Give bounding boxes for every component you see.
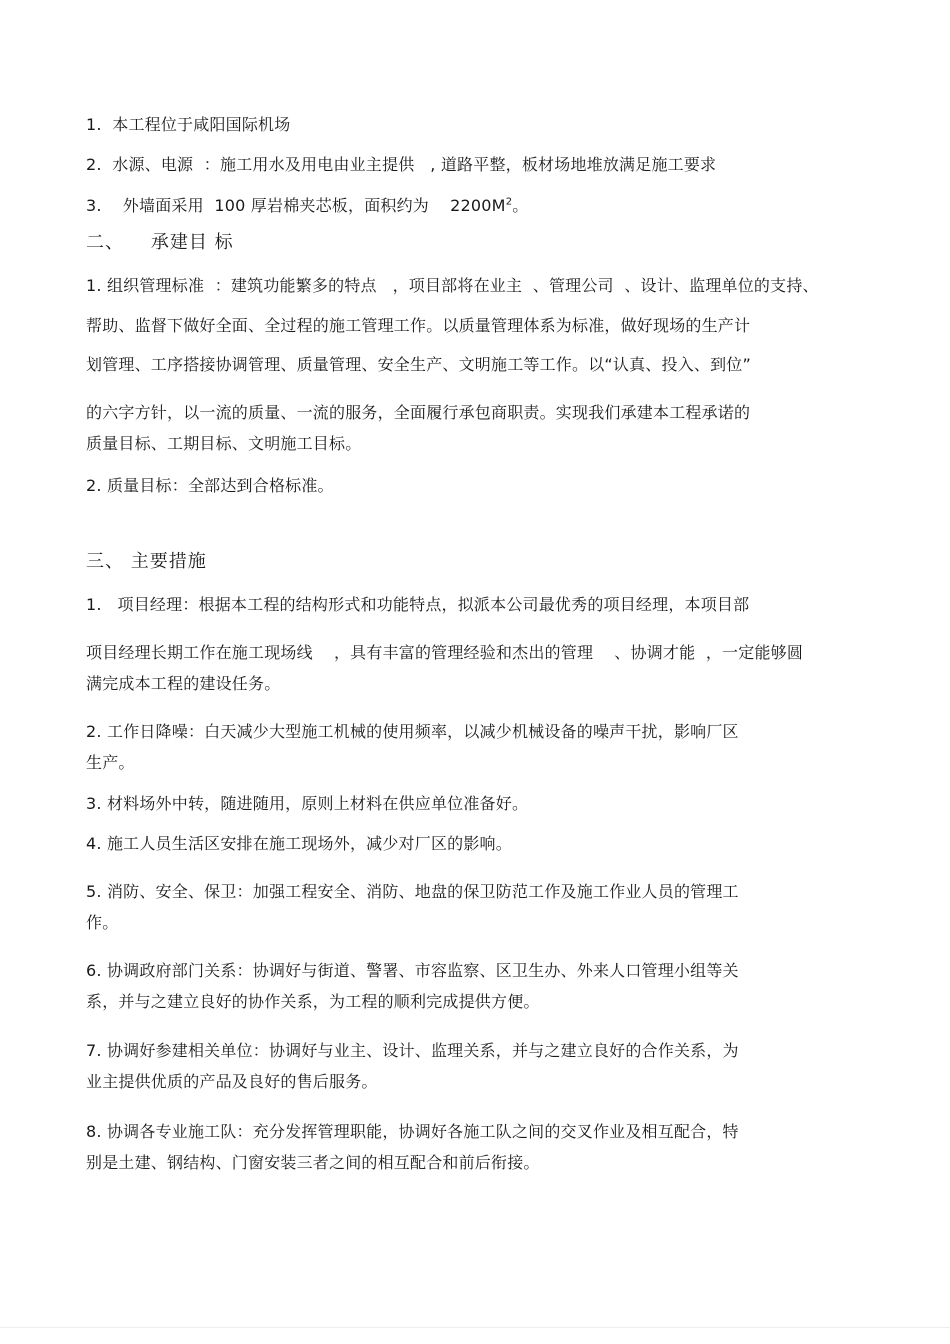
intro-item-3-end: 。 xyxy=(512,196,529,215)
paragraph-line: 2. 工作日降噪：白天减少大型施工机械的使用频率，以减少机械设备的噪声干扰，影响厂区 xyxy=(86,722,739,741)
section-3-heading: 三、 主要措施 xyxy=(86,551,207,572)
paragraph-line: 项目经理长期工作在施工现场线 ，具有丰富的管理经验和杰出的管理 、协调才能 ，一定能够圆 xyxy=(86,643,804,662)
paragraph-line: 1. 组织管理标准 ：建筑功能繁多的特点 ，项目部将在业主 、管理公司 、设计、监理单位的支持、 xyxy=(86,276,819,295)
intro-item-3 xyxy=(86,196,528,216)
paragraph-line: 质量目标、工期目标、文明施工目标。 xyxy=(86,434,362,453)
paragraph-line: 7. 协调好参建相关单位：协调好与业主、设计、监理关系，并与之建立良好的合作关系，为 xyxy=(86,1041,739,1060)
paragraph-line: 帮助、监督下做好全面、全过程的施工管理工作。以质量管理体系为标准，做好现场的生产计 xyxy=(86,316,751,335)
paragraph-line: 别是土建、钢结构、门窗安装三者之间的相互配合和前后衔接。 xyxy=(86,1153,540,1172)
page-bottom-edge xyxy=(0,1327,950,1328)
paragraph-line: 生产。 xyxy=(86,753,135,772)
paragraph-line: 8. 协调各专业施工队：充分发挥管理职能，协调好各施工队之间的交叉作业及相互配合，特 xyxy=(86,1122,739,1141)
paragraph-line: 作。 xyxy=(86,913,119,932)
section-2-paragraph-2: 2. 质量目标：全部达到合格标准。 xyxy=(86,476,334,495)
paragraph-line: 系，并与之建立良好的协作关系，为工程的顺利完成提供方便。 xyxy=(86,992,540,1011)
paragraph-line: 1. 项目经理：根据本工程的结构形式和功能特点，拟派本公司最优秀的项目经理，本项目部 xyxy=(86,595,750,614)
area-unit-superscript: 2 xyxy=(505,196,513,208)
intro-item-2: 2. 水源、电源 ：施工用水及用电由业主提供 , 道路平整，板材场地堆放满足施工要求 xyxy=(86,155,717,174)
paragraph-line: 的六字方针，以一流的质量、一流的服务，全面履行承包商职责。实现我们承建本工程承诺的 xyxy=(86,403,751,422)
intro-item-1: 1. 本工程位于咸阳国际机场 xyxy=(86,115,291,134)
paragraph-line: 6. 协调政府部门关系：协调好与街道、警署、市容监察、区卫生办、外来人口管理小组等关 xyxy=(86,961,739,980)
paragraph-line: 5. 消防、安全、保卫：加强工程安全、消防、地盘的保卫防范工作及施工作业人员的管理工 xyxy=(86,882,739,901)
section-2-heading: 二、 承建目 标 xyxy=(86,232,234,253)
paragraph-line: 满完成本工程的建设任务。 xyxy=(86,674,281,693)
paragraph-line: 划管理、工序搭接协调管理、质量管理、安全生产、文明施工等工作。以“认真、投入、到位” xyxy=(86,355,751,374)
paragraph-line: 业主提供优质的产品及良好的售后服务。 xyxy=(86,1072,378,1091)
paragraph-line: 4. 施工人员生活区安排在施工现场外，减少对厂区的影响。 xyxy=(86,834,512,853)
paragraph-line: 3. 材料场外中转，随进随用，原则上材料在供应单位准备好。 xyxy=(86,794,529,813)
intro-item-3-text: 3. 外墙面采用 100 厚岩棉夹芯板，面积约为 2200M xyxy=(86,196,506,215)
